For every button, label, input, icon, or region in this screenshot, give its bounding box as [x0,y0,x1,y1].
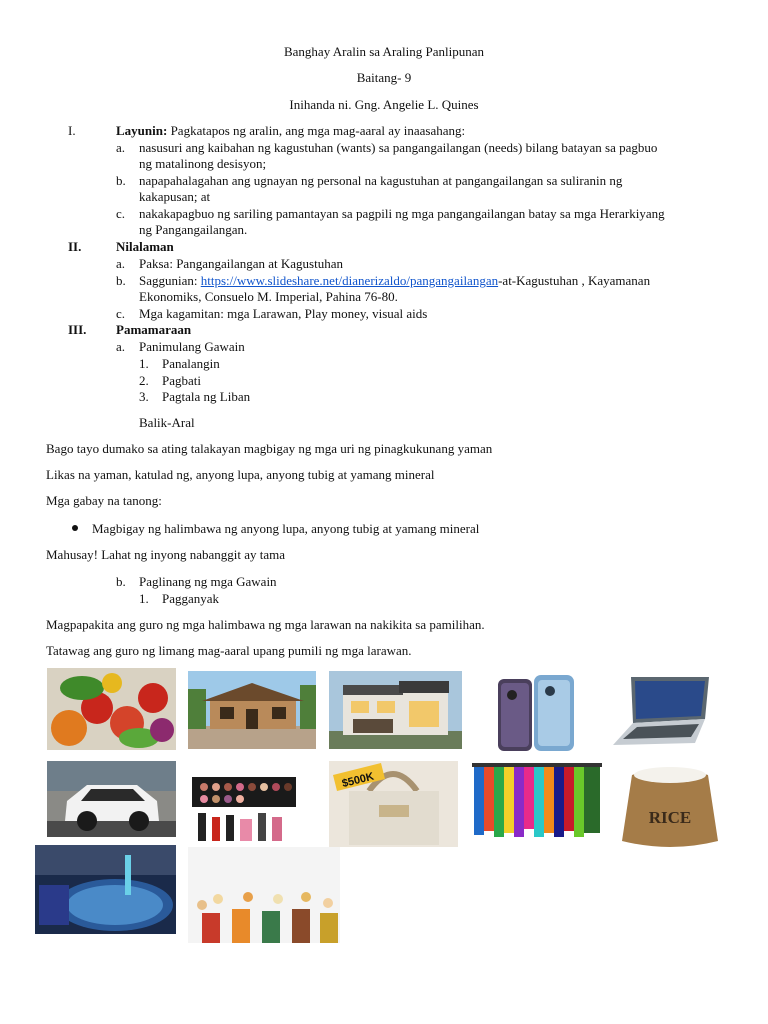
modern-house-illustration [329,671,462,749]
procedure-b-text: Paglinang ng mga Gawain [139,574,277,589]
paragraph-5: Magpapakita ang guro ng mga halimbawa ng mga larawan na nakikita sa pamilihan. [46,617,485,632]
objective-c-line2: ng Pangangailangan. [139,222,248,237]
guide-question: Magbigay ng halimbawa ng anyong lupa, anyong tubig at yamang mineral [92,521,480,536]
clothes-rack-image [472,763,602,841]
house-image [188,671,316,749]
procedure-a-text: Panimulang Gawain [139,339,245,354]
clothes-illustration [472,763,602,841]
paragraph-6: Tatawag ang guro ng limang mag-aaral upang pumili ng mga larawan. [46,643,412,658]
review-label: Balik-Aral [139,415,195,430]
paragraph-3: Mga gabay na tanong: [46,493,162,508]
handbag-illustration [329,761,458,847]
objective-a-line2: ng matalinong desisyon; [139,156,267,171]
author-line: Inihanda ni. Gng. Angelie L. Quines [289,97,479,112]
objective-b-line2: kakapusan; at [139,189,211,204]
cosmetics-image [188,773,300,845]
step-1-num: 1. [139,356,149,371]
step-3-text: Pagtala ng Liban [162,389,251,404]
bullet-icon [72,525,78,531]
medicine-illustration [188,847,340,943]
procedure-a-letter: a. [116,339,126,354]
rice-label: RICE [648,808,692,827]
laptop-illustration [609,673,713,749]
section-1-intro: Pagkatapos ng aralin, ang mga mag-aaral ay inaasahang: [167,123,466,138]
house-illustration [188,671,316,749]
medicine-bottles-image [188,847,340,943]
section-3-heading: Pamamaraan [116,322,192,337]
price-tag-text: $500K [340,770,376,791]
smartphones-illustration [494,673,580,753]
reference-prefix: Saggunian: [139,273,201,288]
content-c-letter: c. [116,306,126,321]
document-title: Banghay Aralin sa Araling Panlipunan [283,44,485,59]
vegetables-illustration [47,668,176,750]
modern-house-image [329,671,462,749]
reference-line2: Ekonomiks, Consuelo M. Imperial, Pahina 76-80. [139,289,398,304]
objective-a-letter: a. [116,140,126,155]
rice-sack-image [618,761,722,849]
grade-level: Baitang- 9 [356,70,412,85]
car-illustration [47,761,176,837]
motivation-num: 1. [139,591,149,606]
objective-b-letter: b. [116,173,126,188]
step-2-text: Pagbati [162,373,201,388]
paragraph-2: Likas na yaman, katulad ng, anyong lupa, anyong tubig at yamang mineral [46,467,435,482]
content-a-letter: a. [116,256,126,271]
vegetables-image [47,668,176,750]
content-b-letter: b. [116,273,126,288]
motivation-text: Pagganyak [162,591,220,606]
handbag-image [329,761,458,847]
objective-c-line1: nakakapagbuo ng sariling pamantayan sa pagpili ng mga pangangailangan batay sa mga Herarkiyang [139,206,665,221]
laptop-image [609,673,713,749]
reference-suffix: -at-Kagustuhan , Kayamanan [498,273,651,288]
section-1-numeral: I. [68,123,76,138]
cosmetics-illustration [188,773,300,845]
objective-b-line1: napapahalagahan ang ugnayan ng personal na kagustuhan at pangangailangan sa suliranin ng [139,173,623,188]
car-image [47,761,176,837]
water-basin-image [35,845,176,934]
section-3-numeral: III. [68,322,87,337]
content-topic: Paksa: Pangangailangan at Kagustuhan [139,256,343,271]
step-1-text: Panalangin [162,356,220,371]
materials-line: Mga kagamitan: mga Larawan, Play money, visual aids [139,306,428,321]
section-1-heading-line [116,123,465,139]
procedure-b-letter: b. [116,574,126,589]
section-1-heading: Layunin: [116,123,168,138]
section-2-heading: Nilalaman [116,239,174,254]
rice-sack-illustration [618,761,722,849]
reference-line [139,273,650,289]
step-2-num: 2. [139,373,149,388]
reference-link[interactable]: https://www.slideshare.net/dianerizaldo/pangangailangan [200,273,499,288]
water-basin-illustration [35,845,176,934]
section-2-numeral: II. [68,239,82,254]
objective-a-line1: nasusuri ang kaibahan ng kagustuhan (wants) sa pangangailangan (needs) bilang batayan sa pagbuo [139,140,658,155]
smartphones-image [494,673,580,753]
paragraph-1: Bago tayo dumako sa ating talakayan magbigay ng mga uri ng pinagkukunang yaman [46,441,493,456]
objective-c-letter: c. [116,206,126,221]
step-3-num: 3. [139,389,149,404]
paragraph-4: Mahusay! Lahat ng inyong nabanggit ay tama [46,547,285,562]
